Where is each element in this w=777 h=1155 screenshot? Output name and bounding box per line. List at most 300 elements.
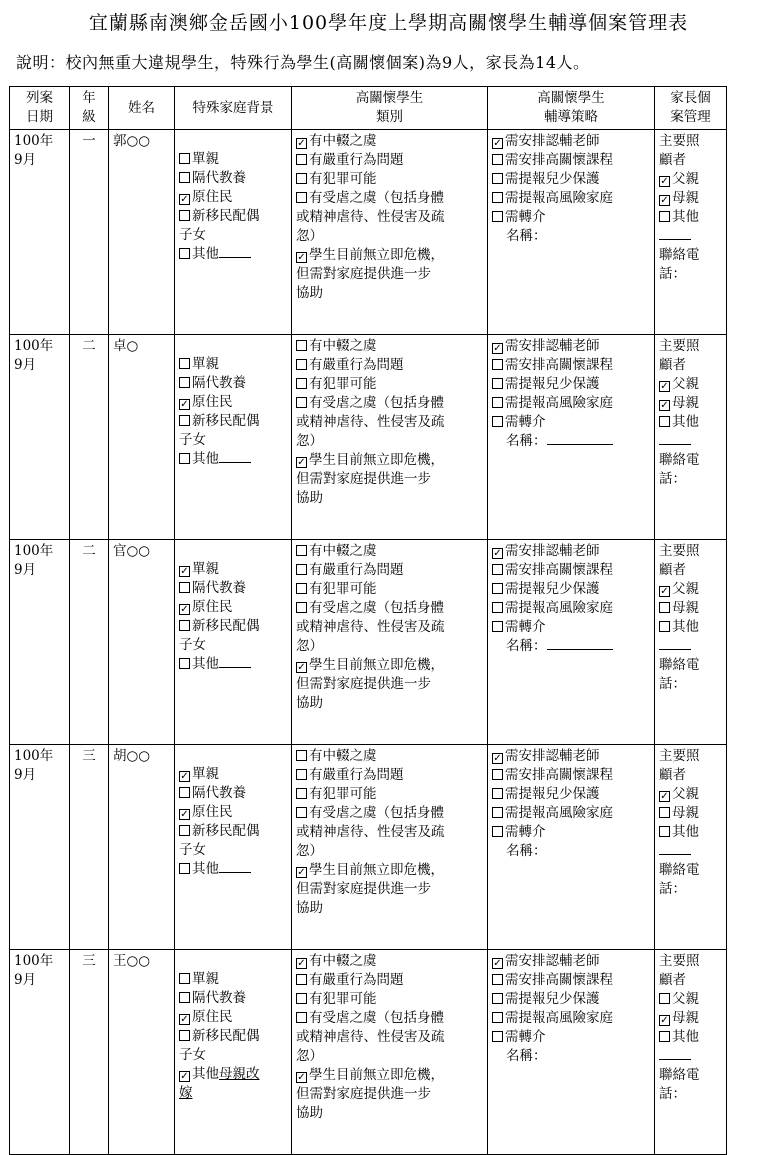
- category-option: 有嚴重行為問題: [309, 152, 404, 168]
- category-option: 有嚴重行為問題: [309, 767, 404, 783]
- category-option: 有犯罪可能: [309, 171, 377, 187]
- case-date: [10, 130, 70, 335]
- empty-box-icon[interactable]: [296, 769, 307, 780]
- checked-box-icon[interactable]: [179, 1071, 190, 1082]
- background-option: 隔代教養: [192, 990, 246, 1006]
- parent-management: [655, 335, 727, 540]
- contact-label: 聯絡電: [659, 452, 700, 468]
- category-option: 協助: [296, 695, 323, 711]
- header-strategy: 高關懷學生 輔導策略: [488, 87, 655, 130]
- empty-box-icon[interactable]: [492, 993, 503, 1004]
- checked-box-icon[interactable]: [296, 867, 307, 878]
- category-option: 但需對家庭提供進一步: [296, 471, 431, 487]
- care-category: [292, 745, 488, 950]
- empty-box-icon[interactable]: [492, 602, 503, 613]
- grade: [70, 130, 109, 335]
- case-table: [9, 86, 727, 1155]
- case-date: [10, 335, 70, 540]
- checked-box-icon[interactable]: [492, 753, 503, 764]
- background-option: 原住民: [192, 804, 233, 820]
- blank-line: [659, 637, 691, 650]
- empty-box-icon[interactable]: [659, 621, 670, 632]
- family-background: [175, 540, 292, 745]
- checked-box-icon[interactable]: [492, 958, 503, 969]
- parent-label: 顧者: [659, 562, 686, 578]
- strategy-option: 需提報兒少保護: [505, 991, 600, 1007]
- category-option: 但需對家庭提供進一步: [296, 881, 431, 897]
- strategy-option: 需安排認輔老師: [505, 338, 600, 354]
- checked-box-icon[interactable]: [659, 381, 670, 392]
- empty-box-icon[interactable]: [492, 564, 503, 575]
- checked-box-icon[interactable]: [179, 771, 190, 782]
- category-option: 協助: [296, 285, 323, 301]
- empty-box-icon[interactable]: [659, 416, 670, 427]
- background-option: 新移民配偶: [192, 1028, 260, 1044]
- blank-line: [219, 860, 251, 873]
- category-option: 有中輟之虞: [309, 953, 377, 969]
- empty-box-icon[interactable]: [659, 602, 670, 613]
- strategy-option: 需安排高關懷課程: [505, 152, 613, 168]
- category-option: 有中輟之虞: [309, 543, 377, 559]
- checked-box-icon[interactable]: [659, 586, 670, 597]
- category-option: 忽）: [296, 638, 323, 654]
- background-option: 單親: [192, 971, 219, 987]
- background-option: 其他: [192, 1066, 219, 1082]
- empty-box-icon[interactable]: [492, 1031, 503, 1042]
- strategy-option: 需轉介: [505, 1029, 546, 1045]
- background-note: 嫁: [179, 1085, 193, 1101]
- background-option: 單親: [192, 356, 219, 372]
- blank-line: [659, 842, 691, 855]
- category-option: 但需對家庭提供進一步: [296, 266, 431, 282]
- parent-option: 其他: [672, 209, 699, 225]
- student-name: [109, 335, 175, 540]
- background-option: 其他: [192, 246, 219, 262]
- empty-box-icon[interactable]: [179, 210, 190, 221]
- parent-option: 父親: [672, 991, 699, 1007]
- category-option: 或精神虐待、性侵害及疏: [296, 414, 445, 430]
- empty-box-icon[interactable]: [492, 378, 503, 389]
- counsel-strategy: [488, 540, 655, 745]
- strategy-option: 需轉介: [505, 824, 546, 840]
- checked-box-icon[interactable]: [296, 1072, 307, 1083]
- category-option: 學生目前無立即危機，: [309, 657, 444, 673]
- background-option: 原住民: [192, 599, 233, 615]
- blank-line: [547, 637, 613, 650]
- parent-option: 其他: [672, 1029, 699, 1045]
- contact-label: 話：: [659, 881, 686, 897]
- family-background: [175, 950, 292, 1155]
- header-parent: 家長個 案管理: [655, 87, 727, 130]
- parent-management: [655, 540, 727, 745]
- checked-box-icon[interactable]: [296, 252, 307, 263]
- case-date: [10, 745, 70, 950]
- strategy-option: 名稱：: [506, 1048, 547, 1064]
- category-option: 忽）: [296, 228, 323, 244]
- counsel-strategy: [488, 950, 655, 1155]
- checked-box-icon[interactable]: [659, 400, 670, 411]
- student-name: [109, 950, 175, 1155]
- empty-box-icon[interactable]: [492, 826, 503, 837]
- checked-box-icon[interactable]: [492, 343, 503, 354]
- checked-box-icon[interactable]: [179, 809, 190, 820]
- checked-box-icon[interactable]: [296, 457, 307, 468]
- background-option: 新移民配偶: [192, 823, 260, 839]
- blank-line: [547, 432, 613, 445]
- empty-box-icon[interactable]: [179, 992, 190, 1003]
- empty-box-icon[interactable]: [296, 602, 307, 613]
- strategy-option: 需轉介: [505, 619, 546, 635]
- checked-box-icon[interactable]: [179, 604, 190, 615]
- background-option: 子女: [179, 432, 206, 448]
- category-option: 忽）: [296, 433, 323, 449]
- category-option: 或精神虐待、性侵害及疏: [296, 1029, 445, 1045]
- background-option: 單親: [192, 561, 219, 577]
- table-row: [10, 745, 727, 950]
- checked-box-icon[interactable]: [296, 662, 307, 673]
- empty-box-icon[interactable]: [492, 583, 503, 594]
- empty-box-icon[interactable]: [179, 973, 190, 984]
- empty-box-icon[interactable]: [179, 825, 190, 836]
- parent-option: 父親: [672, 786, 699, 802]
- blank-line: [659, 227, 691, 240]
- category-option: 有中輟之虞: [309, 748, 377, 764]
- category-option: 協助: [296, 1105, 323, 1121]
- category-option: 學生目前無立即危機，: [309, 1067, 444, 1083]
- empty-box-icon[interactable]: [179, 415, 190, 426]
- empty-box-icon[interactable]: [296, 993, 307, 1004]
- parent-label: 主要照: [659, 338, 700, 354]
- empty-box-icon[interactable]: [492, 1012, 503, 1023]
- category-option: 有犯罪可能: [309, 991, 377, 1007]
- table-row: [10, 540, 727, 745]
- strategy-option: 需安排認輔老師: [505, 133, 600, 149]
- strategy-option: 需提報高風險家庭: [505, 395, 613, 411]
- date-text: 9月: [14, 972, 37, 988]
- checked-box-icon[interactable]: [179, 566, 190, 577]
- empty-box-icon[interactable]: [492, 173, 503, 184]
- empty-box-icon[interactable]: [179, 1030, 190, 1041]
- family-background: [175, 335, 292, 540]
- grade-text: 三: [82, 953, 96, 969]
- category-option: 有犯罪可能: [309, 786, 377, 802]
- parent-option: 父親: [672, 171, 699, 187]
- empty-box-icon[interactable]: [296, 564, 307, 575]
- category-option: 有中輟之虞: [309, 133, 377, 149]
- category-option: 學生目前無立即危機，: [309, 452, 444, 468]
- empty-box-icon[interactable]: [492, 359, 503, 370]
- counsel-strategy: [488, 335, 655, 540]
- table-row: [10, 130, 727, 335]
- table-row: [10, 335, 727, 540]
- parent-label: 主要照: [659, 748, 700, 764]
- contact-label: 聯絡電: [659, 247, 700, 263]
- empty-box-icon[interactable]: [296, 788, 307, 799]
- strategy-option: 需提報高風險家庭: [505, 1010, 613, 1026]
- checked-box-icon[interactable]: [179, 1014, 190, 1025]
- empty-box-icon[interactable]: [659, 1031, 670, 1042]
- background-option: 原住民: [192, 189, 233, 205]
- page-title: 宜蘭縣南澳鄉金岳國小100學年度上學期高關懷學生輔導個案管理表: [88, 12, 689, 34]
- strategy-option: 需安排認輔老師: [505, 748, 600, 764]
- empty-box-icon[interactable]: [296, 192, 307, 203]
- parent-label: 主要照: [659, 133, 700, 149]
- strategy-option: 需安排認輔老師: [505, 543, 600, 559]
- header-date: 列案 日期: [10, 87, 70, 130]
- empty-box-icon[interactable]: [179, 248, 190, 259]
- empty-box-icon[interactable]: [296, 807, 307, 818]
- parent-option: 母親: [672, 190, 699, 206]
- parent-label: 顧者: [659, 972, 686, 988]
- date-text: 9月: [14, 562, 37, 578]
- parent-option: 父親: [672, 376, 699, 392]
- parent-option: 其他: [672, 824, 699, 840]
- grade: [70, 335, 109, 540]
- grade: [70, 745, 109, 950]
- student-name-text: 王○○: [113, 953, 151, 969]
- empty-box-icon[interactable]: [179, 153, 190, 164]
- strategy-option: 名稱：: [506, 433, 547, 449]
- empty-box-icon[interactable]: [179, 863, 190, 874]
- strategy-option: 名稱：: [506, 843, 547, 859]
- category-option: 有嚴重行為問題: [309, 357, 404, 373]
- date-text: 100年: [14, 133, 54, 149]
- strategy-option: 名稱：: [506, 228, 547, 244]
- student-name-text: 卓○: [113, 338, 139, 354]
- background-option: 子女: [179, 1047, 206, 1063]
- blank-line: [659, 432, 691, 445]
- parent-label: 顧者: [659, 152, 686, 168]
- student-name: [109, 130, 175, 335]
- background-option: 其他: [192, 656, 219, 672]
- parent-management: [655, 130, 727, 335]
- empty-box-icon[interactable]: [492, 769, 503, 780]
- background-option: 隔代教養: [192, 580, 246, 596]
- empty-box-icon[interactable]: [492, 788, 503, 799]
- header-name: 姓名: [109, 87, 175, 130]
- contact-label: 話：: [659, 471, 686, 487]
- background-option: 其他: [192, 861, 219, 877]
- category-option: 有中輟之虞: [309, 338, 377, 354]
- category-option: 協助: [296, 490, 323, 506]
- empty-box-icon[interactable]: [492, 621, 503, 632]
- student-name-text: 郭○○: [113, 133, 151, 149]
- header-category: 高關懷學生 類別: [292, 87, 488, 130]
- category-option: 有受虐之虞（包括身體: [309, 600, 444, 616]
- empty-box-icon[interactable]: [179, 358, 190, 369]
- empty-box-icon[interactable]: [659, 826, 670, 837]
- parent-option: 母親: [672, 1010, 699, 1026]
- category-option: 或精神虐待、性侵害及疏: [296, 824, 445, 840]
- category-option: 有嚴重行為問題: [309, 562, 404, 578]
- strategy-option: 名稱：: [506, 638, 547, 654]
- strategy-option: 需安排高關懷課程: [505, 767, 613, 783]
- checked-box-icon[interactable]: [492, 138, 503, 149]
- empty-box-icon[interactable]: [492, 397, 503, 408]
- empty-box-icon[interactable]: [492, 416, 503, 427]
- background-option: 單親: [192, 766, 219, 782]
- parent-option: 母親: [672, 395, 699, 411]
- strategy-option: 需安排高關懷課程: [505, 562, 613, 578]
- family-background: [175, 745, 292, 950]
- care-category: [292, 540, 488, 745]
- empty-box-icon[interactable]: [296, 545, 307, 556]
- empty-box-icon[interactable]: [659, 211, 670, 222]
- family-background: [175, 130, 292, 335]
- background-option: 其他: [192, 451, 219, 467]
- background-option: 原住民: [192, 1009, 233, 1025]
- checked-box-icon[interactable]: [659, 195, 670, 206]
- student-name-text: 胡○○: [113, 748, 151, 764]
- counsel-strategy: [488, 745, 655, 950]
- empty-box-icon[interactable]: [179, 582, 190, 593]
- checked-box-icon[interactable]: [296, 138, 307, 149]
- empty-box-icon[interactable]: [179, 658, 190, 669]
- blank-line: [659, 1047, 691, 1060]
- empty-box-icon[interactable]: [296, 340, 307, 351]
- empty-box-icon[interactable]: [296, 359, 307, 370]
- strategy-option: 需提報兒少保護: [505, 786, 600, 802]
- empty-box-icon[interactable]: [179, 453, 190, 464]
- strategy-option: 需安排高關懷課程: [505, 972, 613, 988]
- category-option: 忽）: [296, 1048, 323, 1064]
- date-text: 100年: [14, 748, 54, 764]
- date-text: 9月: [14, 152, 37, 168]
- empty-box-icon[interactable]: [492, 974, 503, 985]
- blank-line: [219, 245, 251, 258]
- empty-box-icon[interactable]: [179, 787, 190, 798]
- care-category: [292, 950, 488, 1155]
- empty-box-icon[interactable]: [296, 974, 307, 985]
- parent-option: 父親: [672, 581, 699, 597]
- date-text: 100年: [14, 543, 54, 559]
- grade: [70, 950, 109, 1155]
- empty-box-icon[interactable]: [179, 377, 190, 388]
- category-option: 有受虐之虞（包括身體: [309, 395, 444, 411]
- empty-box-icon[interactable]: [296, 750, 307, 761]
- empty-box-icon[interactable]: [492, 192, 503, 203]
- empty-box-icon[interactable]: [492, 807, 503, 818]
- grade: [70, 540, 109, 745]
- category-option: 有嚴重行為問題: [309, 972, 404, 988]
- grade-text: 二: [82, 543, 96, 559]
- category-option: 或精神虐待、性侵害及疏: [296, 619, 445, 635]
- empty-box-icon[interactable]: [492, 211, 503, 222]
- empty-box-icon[interactable]: [492, 154, 503, 165]
- contact-label: 話：: [659, 1086, 686, 1102]
- checked-box-icon[interactable]: [296, 958, 307, 969]
- header-row: [10, 87, 727, 130]
- category-option: 學生目前無立即危機，: [309, 247, 444, 263]
- background-option: 隔代教養: [192, 785, 246, 801]
- header-grade: 年 級: [70, 87, 109, 130]
- empty-box-icon[interactable]: [296, 154, 307, 165]
- blank-line: [219, 655, 251, 668]
- parent-management: [655, 745, 727, 950]
- parent-option: 母親: [672, 805, 699, 821]
- grade-text: 二: [82, 338, 96, 354]
- category-option: 有犯罪可能: [309, 376, 377, 392]
- case-date: [10, 950, 70, 1155]
- background-option: 新移民配偶: [192, 413, 260, 429]
- category-option: 但需對家庭提供進一步: [296, 676, 431, 692]
- background-option: 子女: [179, 637, 206, 653]
- strategy-option: 需轉介: [505, 209, 546, 225]
- category-option: 但需對家庭提供進一步: [296, 1086, 431, 1102]
- category-option: 有受虐之虞（包括身體: [309, 190, 444, 206]
- empty-box-icon[interactable]: [179, 620, 190, 631]
- date-text: 9月: [14, 357, 37, 373]
- empty-box-icon[interactable]: [659, 807, 670, 818]
- category-option: 或精神虐待、性侵害及疏: [296, 209, 445, 225]
- background-option: 子女: [179, 842, 206, 858]
- student-name: [109, 745, 175, 950]
- background-option: 子女: [179, 227, 206, 243]
- category-option: 忽）: [296, 843, 323, 859]
- checked-box-icon[interactable]: [659, 176, 670, 187]
- parent-management: [655, 950, 727, 1155]
- description: 說明：校內無重大違規學生，特殊行為學生(高關懷個案)為9人，家長為14人。: [16, 53, 590, 72]
- background-option: 新移民配偶: [192, 208, 260, 224]
- strategy-option: 需提報兒少保護: [505, 171, 600, 187]
- category-option: 協助: [296, 900, 323, 916]
- checked-box-icon[interactable]: [659, 1015, 670, 1026]
- grade-text: 一: [82, 133, 96, 149]
- checked-box-icon[interactable]: [492, 548, 503, 559]
- contact-label: 聯絡電: [659, 657, 700, 673]
- empty-box-icon[interactable]: [296, 397, 307, 408]
- category-option: 有犯罪可能: [309, 581, 377, 597]
- empty-box-icon[interactable]: [296, 1012, 307, 1023]
- checked-box-icon[interactable]: [659, 791, 670, 802]
- parent-label: 顧者: [659, 357, 686, 373]
- strategy-option: 需提報高風險家庭: [505, 600, 613, 616]
- strategy-option: 需提報高風險家庭: [505, 190, 613, 206]
- background-option: 隔代教養: [192, 375, 246, 391]
- empty-box-icon[interactable]: [659, 993, 670, 1004]
- parent-label: 主要照: [659, 543, 700, 559]
- background-note: 母親改: [219, 1066, 260, 1082]
- care-category: [292, 335, 488, 540]
- background-option: 新移民配偶: [192, 618, 260, 634]
- empty-box-icon[interactable]: [296, 173, 307, 184]
- parent-label: 顧者: [659, 767, 686, 783]
- category-option: 有受虐之虞（包括身體: [309, 1010, 444, 1026]
- strategy-option: 需轉介: [505, 414, 546, 430]
- contact-label: 聯絡電: [659, 862, 700, 878]
- category-option: 有受虐之虞（包括身體: [309, 805, 444, 821]
- strategy-option: 需提報兒少保護: [505, 376, 600, 392]
- grade-text: 三: [82, 748, 96, 764]
- header-background: 特殊家庭背景: [175, 87, 292, 130]
- checked-box-icon[interactable]: [179, 399, 190, 410]
- strategy-option: 需提報高風險家庭: [505, 805, 613, 821]
- empty-box-icon[interactable]: [296, 378, 307, 389]
- checked-box-icon[interactable]: [179, 194, 190, 205]
- parent-option: 母親: [672, 600, 699, 616]
- student-name: [109, 540, 175, 745]
- date-text: 100年: [14, 953, 54, 969]
- empty-box-icon[interactable]: [296, 583, 307, 594]
- background-option: 單親: [192, 151, 219, 167]
- strategy-option: 需安排高關懷課程: [505, 357, 613, 373]
- date-text: 9月: [14, 767, 37, 783]
- date-text: 100年: [14, 338, 54, 354]
- contact-label: 話：: [659, 266, 686, 282]
- contact-label: 聯絡電: [659, 1067, 700, 1083]
- empty-box-icon[interactable]: [179, 172, 190, 183]
- category-option: 學生目前無立即危機，: [309, 862, 444, 878]
